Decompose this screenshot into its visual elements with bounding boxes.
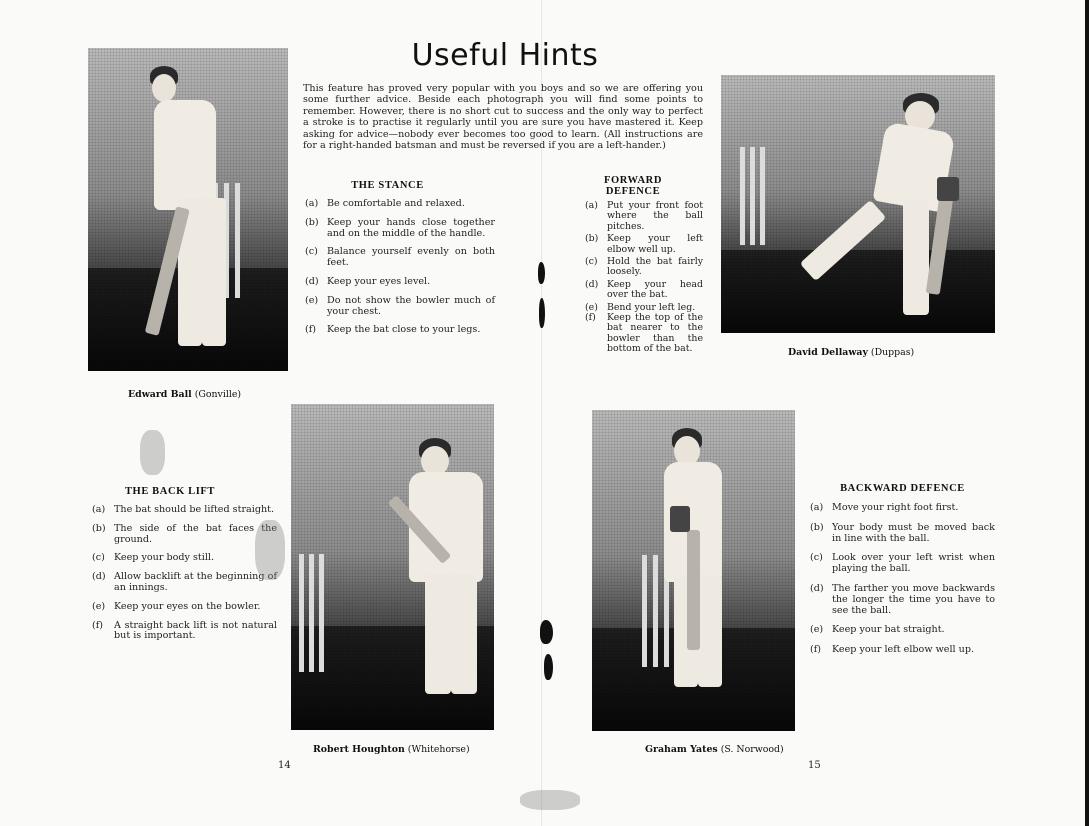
list-item <box>810 625 995 636</box>
cricket-bat <box>687 530 700 650</box>
item-text: Keep the bat close to your legs. <box>327 324 481 336</box>
batting-glove <box>937 177 959 201</box>
item-text: Keep your eyes on the bowler. <box>114 600 261 612</box>
list-item <box>585 257 703 278</box>
list-item <box>810 645 995 656</box>
caption-name: Graham Yates <box>645 744 718 755</box>
item-marker: (b) <box>585 233 599 245</box>
item-marker: (f) <box>305 324 317 336</box>
item-text: Be comfortable and relaxed. <box>327 198 465 209</box>
figure-leg <box>903 200 929 315</box>
ink-blot <box>544 654 553 680</box>
item-marker: (b) <box>305 216 319 228</box>
item-marker: (f) <box>92 619 104 631</box>
item-marker: (c) <box>92 552 105 564</box>
stump <box>642 555 647 667</box>
list-item <box>92 602 277 613</box>
caption-graham-yates <box>645 744 784 755</box>
item-text: Put your front foot where the ball pitches. <box>607 200 703 232</box>
list-item <box>305 325 495 336</box>
forward-defence-hint-list <box>585 201 703 355</box>
heading-the-back-lift: THE BACK LIFT <box>124 486 216 497</box>
item-marker: (a) <box>92 504 106 515</box>
caption-david-dellaway <box>788 347 914 358</box>
item-text: Do not show the bowler much of your chest. <box>327 294 495 317</box>
item-marker: (e) <box>92 600 106 612</box>
item-marker: (c) <box>810 552 823 564</box>
batting-glove <box>670 506 690 532</box>
item-marker: (f) <box>810 644 822 656</box>
item-text: Move your right foot first. <box>832 502 959 513</box>
list-item <box>92 553 277 564</box>
backward-defence-hint-list <box>810 503 995 656</box>
item-marker: (c) <box>585 256 598 268</box>
page-number-left: 14 <box>278 760 291 771</box>
item-text: Keep your body still. <box>114 552 215 564</box>
list-item <box>810 503 995 514</box>
figure-leg <box>425 574 451 694</box>
item-text: Keep the top of the bat nearer to the bowler than the bottom of the bat. <box>607 312 703 355</box>
figure-leg <box>202 198 226 346</box>
item-marker: (e) <box>305 294 319 306</box>
intro-paragraph: This feature has proved very popular with you boys and so we are offering you some further advice. Beside each photograph you will find some points to remember. However, there is no short cut to success and the only way to perfect a stroke is to practise it regularly until you are sure you have mastered it. Keep asking for advice—nobody ever becomes too good to learn. (All instructions are for a right-handed batsman and must be reversed if you are a left-hander.) <box>303 83 703 152</box>
list-item <box>585 234 703 255</box>
item-marker: (a) <box>305 198 319 209</box>
caption-edward-ball <box>128 389 241 400</box>
item-marker: (d) <box>305 275 319 287</box>
list-item <box>305 277 495 288</box>
item-marker: (d) <box>92 571 106 583</box>
list-item <box>305 218 495 240</box>
item-marker: (d) <box>810 582 824 594</box>
stump <box>740 147 745 245</box>
photo-robert-houghton-back-lift <box>291 404 494 730</box>
list-item <box>92 505 277 516</box>
item-marker: (a) <box>585 200 598 211</box>
item-text: The side of the bat faces the ground. <box>114 522 277 545</box>
item-text: Keep your left elbow well up. <box>832 644 975 656</box>
list-item <box>92 621 277 643</box>
item-marker: (c) <box>305 246 318 258</box>
item-marker: (d) <box>585 278 599 290</box>
list-item <box>810 553 995 575</box>
back-lift-hint-list <box>92 505 277 642</box>
figure-head <box>152 74 176 102</box>
list-item <box>305 199 495 210</box>
heading-forward-defence <box>598 175 668 197</box>
caption-name: David Dellaway <box>788 347 868 358</box>
caption-club: (Whitehorse) <box>407 744 470 755</box>
item-text: Look over your left wrist when playing the ball. <box>832 552 995 575</box>
ink-blot <box>540 620 553 644</box>
stump <box>653 555 658 667</box>
item-text: A straight back lift is not natural but is important. <box>114 619 277 642</box>
heading-the-stance: THE STANCE <box>351 180 424 191</box>
list-item <box>305 296 495 318</box>
list-item <box>92 524 277 546</box>
stump <box>235 183 240 298</box>
heading-line: FORWARD <box>603 175 663 186</box>
heading-backward-defence: BACKWARD DEFENCE <box>840 483 965 494</box>
paper-smudge <box>255 520 285 580</box>
photo-floor <box>721 250 995 333</box>
photo-graham-yates-backward-defence <box>592 410 795 731</box>
stump <box>299 554 304 672</box>
item-text: Hold the bat fairly loosely. <box>607 256 703 278</box>
figure-torso <box>154 100 216 210</box>
caption-name: Robert Houghton <box>313 744 405 755</box>
ink-blot <box>539 298 545 328</box>
list-item <box>810 523 995 545</box>
list-item <box>810 584 995 616</box>
caption-name: Edward Ball <box>128 389 192 400</box>
list-item <box>92 572 277 594</box>
item-text: Balance yourself evenly on both feet. <box>327 246 495 269</box>
list-item <box>585 313 703 355</box>
item-text: The bat should be lifted straight. <box>114 504 275 515</box>
item-marker: (e) <box>585 301 598 313</box>
paper-smudge <box>140 430 165 475</box>
item-text: Keep your eyes level. <box>327 275 431 287</box>
list-item <box>585 280 703 301</box>
photo-david-dellaway-forward-defence <box>721 75 995 333</box>
item-marker: (b) <box>92 522 106 534</box>
caption-club: (S. Norwood) <box>720 744 784 755</box>
caption-club: (Gonville) <box>194 389 242 400</box>
page-number-right: 15 <box>808 760 821 771</box>
page-title: Useful Hints <box>411 38 599 73</box>
paper-smudge <box>520 790 580 810</box>
item-text: Allow backlift at the beginning of an innings. <box>114 571 277 593</box>
ink-blot <box>538 262 545 284</box>
item-marker: (a) <box>810 502 824 513</box>
list-item <box>585 201 703 232</box>
heading-line: DEFENCE <box>605 186 661 197</box>
item-marker: (e) <box>810 624 824 636</box>
stance-hint-list <box>305 199 495 336</box>
list-item <box>305 247 495 269</box>
photo-edward-ball-stance <box>88 48 288 371</box>
item-marker: (b) <box>810 521 824 533</box>
item-text: Bend your left leg. <box>607 301 696 313</box>
item-text: Your body must be moved back in line with the ball. <box>832 521 995 544</box>
figure-leg <box>451 574 477 694</box>
caption-club: (Duppas) <box>870 347 915 358</box>
stump <box>309 554 314 672</box>
item-text: Keep your head over the bat. <box>607 278 703 301</box>
item-text: Keep your hands close together and on the middle of the handle. <box>327 216 495 239</box>
figure-leg <box>698 575 722 687</box>
item-text: Keep your left elbow well up. <box>607 233 703 255</box>
stump <box>319 554 324 672</box>
stump <box>750 147 755 245</box>
item-text: Keep your bat straight. <box>832 624 945 636</box>
stump <box>760 147 765 245</box>
item-marker: (f) <box>585 312 596 324</box>
item-text: The farther you move backwards the longer the time you have to see the ball. <box>832 582 995 616</box>
page-edge-shadow <box>1085 0 1089 826</box>
caption-robert-houghton <box>313 744 470 755</box>
